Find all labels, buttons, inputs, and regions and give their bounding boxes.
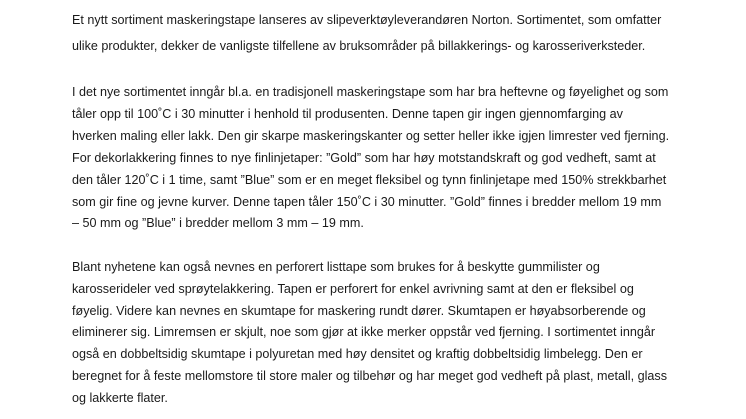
text-line: hverken maling eller lakk. Den gir skarpe maskeringskanter og setter heller ikke igjen limrester ved fjerning. — [72, 129, 670, 143]
text-line: føyelig. Videre kan nevnes en skumtape for maskering rundt dører. Skumtapen er høyabsorberende og — [72, 304, 646, 318]
text-line: Blant nyhetene kan også nevnes en perforert listtape som brukes for å beskytte gummilister og — [72, 260, 600, 274]
text-line: den tåler 120˚C i 1 time, samt ”Blue” som er en meget fleksibel og tynn finlinjetape med 150% strekkbarhet — [72, 173, 667, 187]
text-line: også en dobbeltsidig skumtape i polyuretan med høy densitet og kraftig dobbeltsidig limbelegg. Den er — [72, 347, 643, 361]
text-line: og lakkerte flater. — [72, 391, 168, 405]
text-line: beregnet for å feste mellomstore til store maler og tilbehør og har meget god vedheft på plast, metall, glass — [72, 369, 668, 383]
text-line: – 50 mm og ”Blue” i bredder mellom 3 mm – 19 mm. — [72, 216, 364, 230]
text-line: For dekorlakkering finnes to nye finlinjetaper: ”Gold” som har høy motstandskraft og god vedheft, samt at — [72, 151, 656, 165]
text-line: I det nye sortimentet inngår bl.a. en tradisjonell maskeringstape som har bra heftevne og føyelighet og som — [72, 85, 669, 99]
text-line: Et nytt sortiment maskeringstape lanseres av slipeverktøyleverandøren Norton. Sortimentet, som omfatter — [72, 13, 662, 27]
text-line: eliminerer sig. Limremsen er skjult, noe som gjør at ikke merker oppstår ved fjerning. I sortimentet inngår — [72, 325, 656, 339]
text-line: tåler opp til 100˚C i 30 minutter i henhold til produsenten. Denne tapen gir ingen gjennomfarging av — [72, 107, 623, 121]
text-line: karosserideler ved sprøytelakkering. Tapen er perforert for enkel avrivning samt at den er fleksibel og — [72, 282, 634, 296]
text-line: ulike produkter, dekker de vanligste tilfellene av bruksområder på billakkerings- og karosseriverksteder. — [72, 39, 646, 53]
text-line: som gir fine og jevne kurver. Denne tapen tåler 150˚C i 30 minutter. ”Gold” finnes i bredder mellom 19 mm — [72, 195, 662, 209]
